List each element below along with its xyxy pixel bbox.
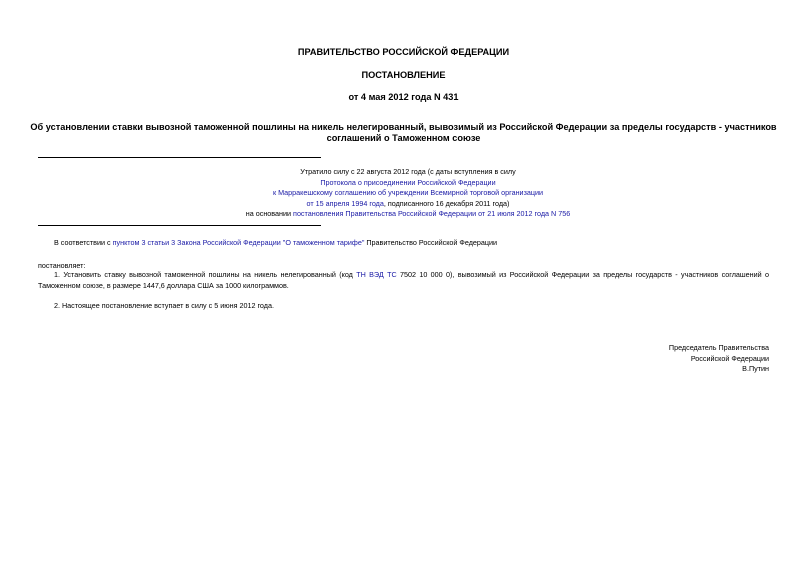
- document-type: ПОСТАНОВЛЕНИЕ: [361, 70, 446, 80]
- signature-position-line-2: Российской Федерации: [690, 353, 769, 363]
- status-note: [38, 167, 778, 220]
- item-1-line-1: [38, 270, 769, 281]
- customs-tariff-law-link[interactable]: пунктом 3 статьи 3 Закона Российской Федерации "О таможенном тарифе": [112, 238, 365, 247]
- document-date-number: от 4 мая 2012 года N 431: [348, 92, 459, 102]
- signed-date-text: , подписанного 16 декабря 2011 года): [383, 198, 510, 208]
- signature-block: [669, 343, 769, 375]
- intro-prefix: В соответствии с: [54, 238, 113, 247]
- intro-suffix: Правительство Российской Федерации: [364, 238, 498, 247]
- status-line-1: Утратило силу с 22 августа 2012 года (с даты вступления в силу: [300, 167, 516, 176]
- government-heading: ПРАВИТЕЛЬСТВО РОССИЙСКОЙ ФЕДЕРАЦИИ: [297, 47, 510, 57]
- top-divider: [38, 157, 321, 158]
- document-title-line-2: соглашений о Таможенном союзе: [326, 133, 481, 143]
- tn-ved-link[interactable]: ТН ВЭД ТС: [356, 270, 397, 279]
- decrees-word: постановляет:: [38, 261, 86, 270]
- agreement-date-link[interactable]: от 15 апреля 1994 года: [306, 198, 384, 208]
- item-1-paragraph: [38, 270, 769, 291]
- resolution-756-link[interactable]: постановления Правительства Российской Федерации от 21 июля 2012 года N 756: [293, 209, 571, 219]
- item-2-paragraph: 2. Настоящее постановление вступает в силу с 5 июня 2012 года.: [54, 301, 274, 310]
- bottom-divider: [38, 225, 321, 226]
- intro-paragraph: [54, 238, 497, 249]
- item-1-rest: 7502 10 000 0), вывозимый из Российской Федерации за пределы государств - участников соглашений о: [396, 270, 769, 279]
- signature-name: В.Путин: [742, 364, 769, 374]
- document-title-line-1: Об установлении ставки вывозной таможенной пошлины на никель нелегированный, вывозимый из Российской Федерации за пределы государств - участников: [30, 122, 777, 132]
- marrakesh-agreement-link[interactable]: к Марракешскому соглашению об учреждении Всемирной торговой организации: [272, 188, 544, 198]
- basis-prefix: на основании: [245, 209, 294, 219]
- protocol-link[interactable]: Протокола о присоединении Российской Федерации: [320, 177, 496, 187]
- item-1-prefix: 1. Установить ставку вывозной таможенной пошлины на никель нелегированный (код: [54, 270, 357, 279]
- item-1-line-2: Таможенном союзе, в размере 1447,6 доллара США за 1000 килограммов.: [38, 280, 289, 290]
- signature-position-line-1: Председатель Правительства: [668, 343, 769, 352]
